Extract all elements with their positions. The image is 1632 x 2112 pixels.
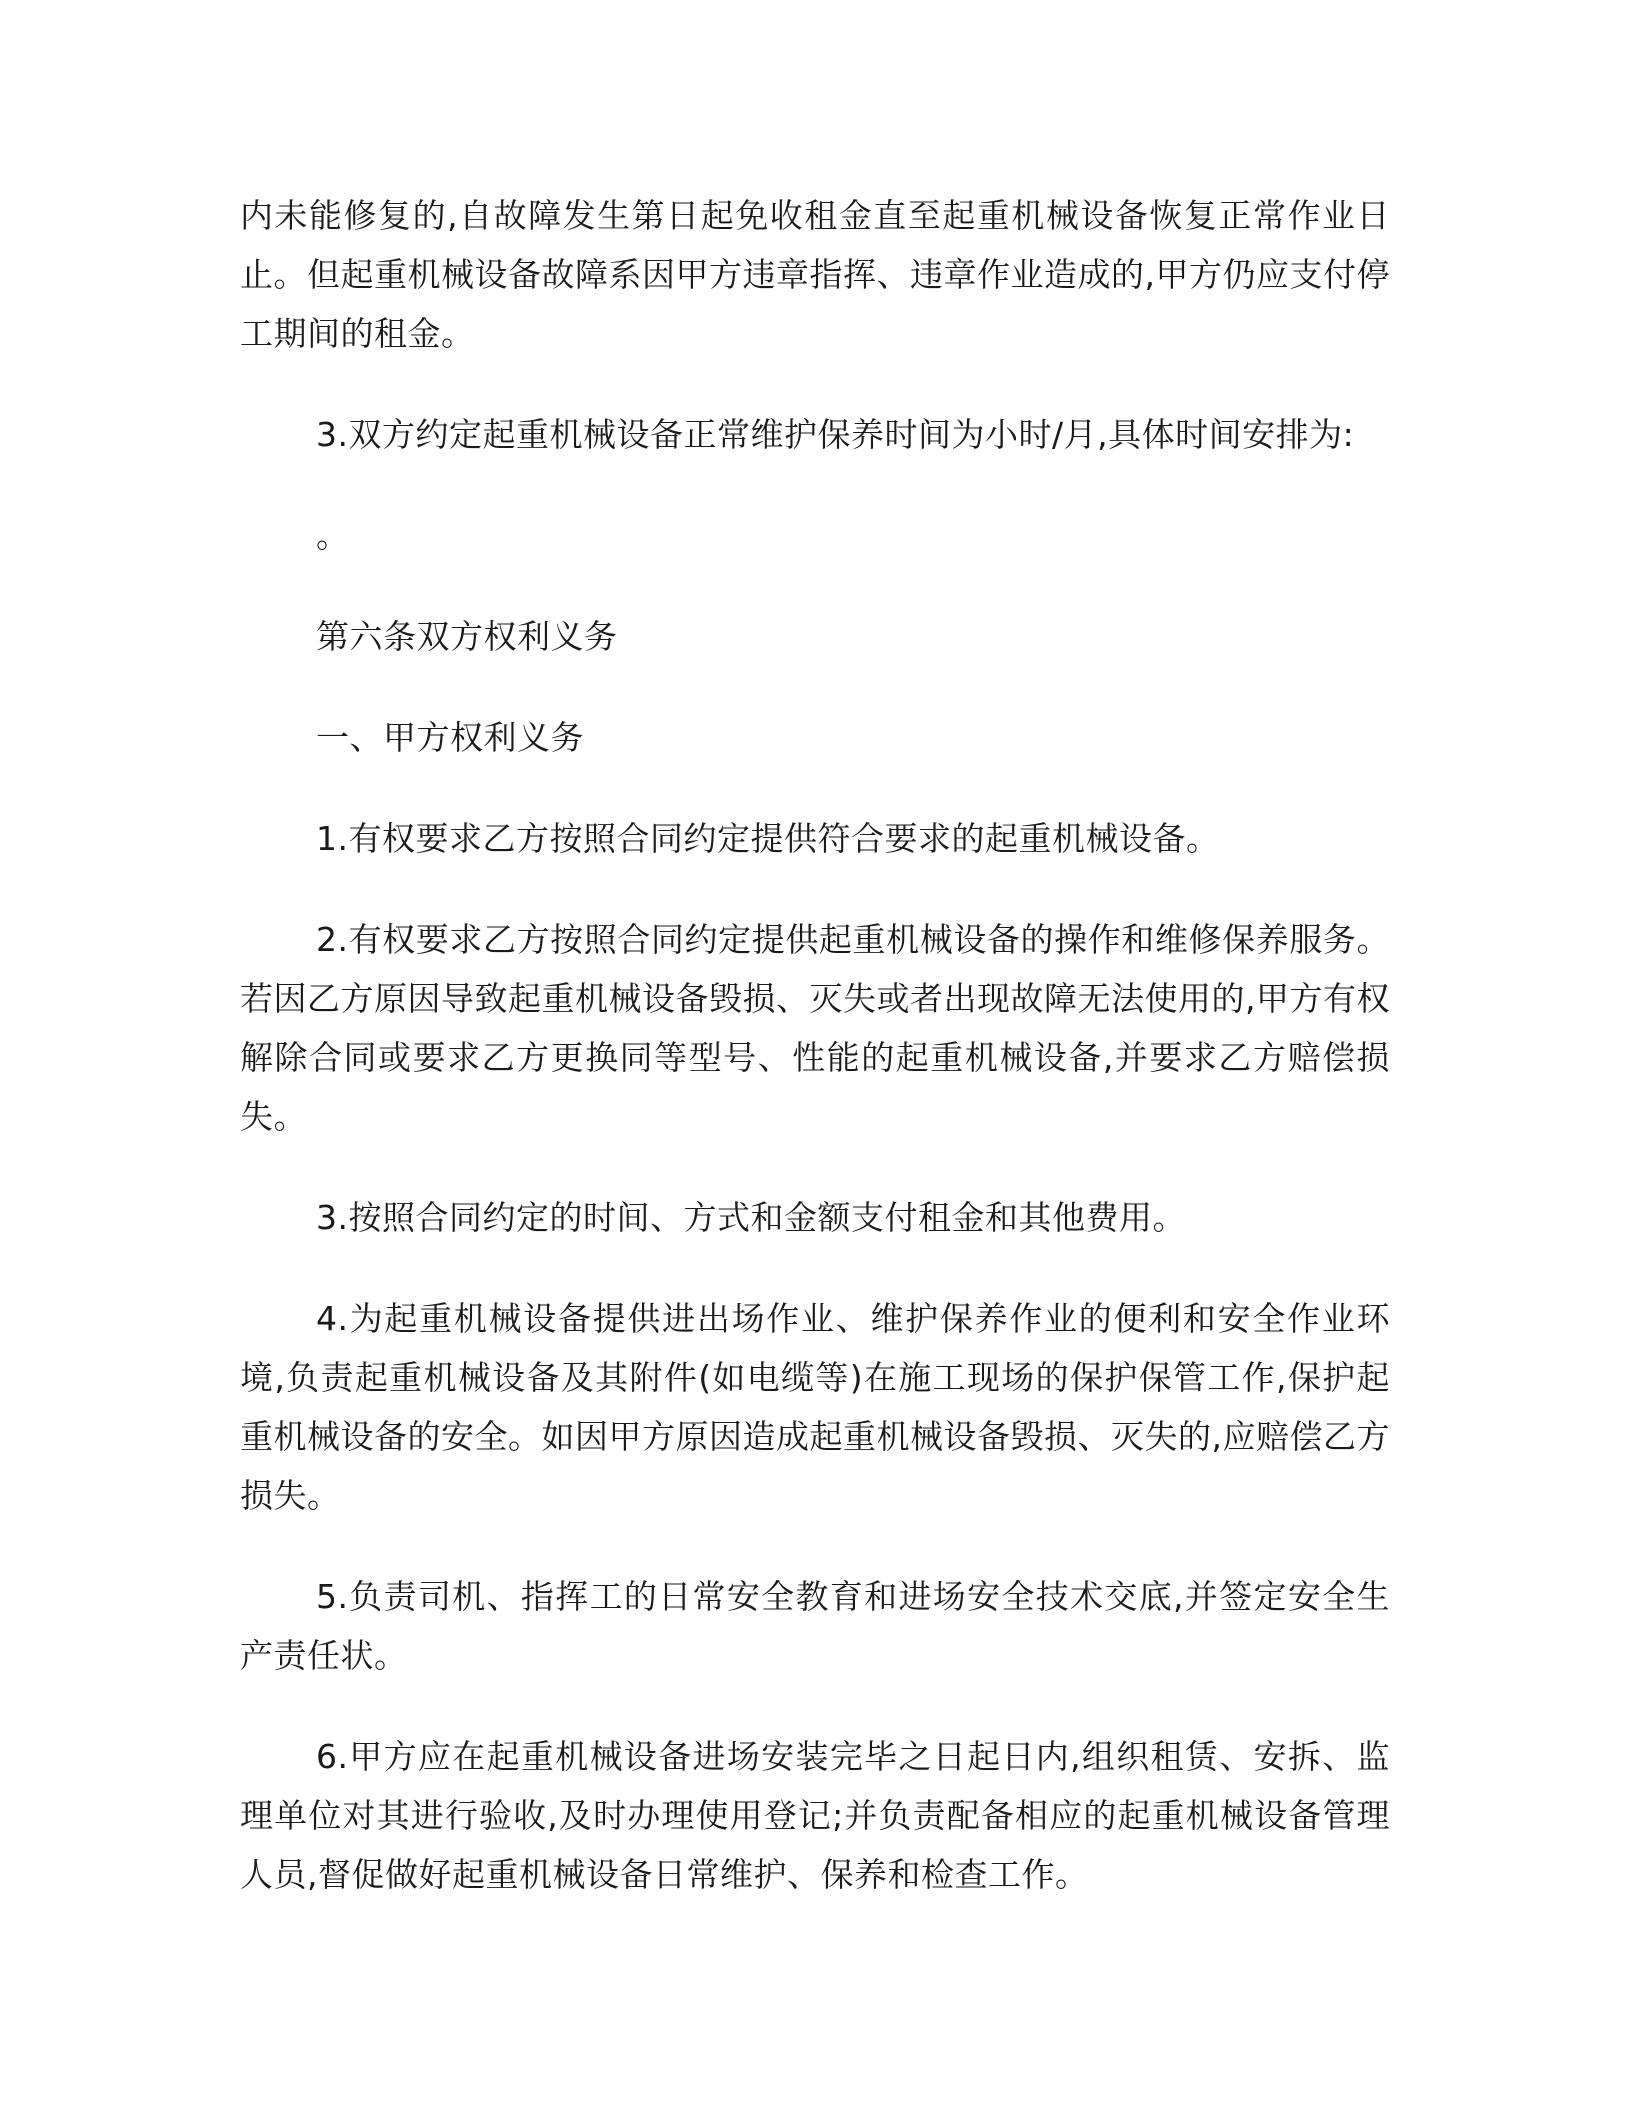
list-item-5: 5.负责司机、指挥工的日常安全教育和进场安全技术交底,并签定安全生产责任状。 <box>240 1577 1390 1675</box>
list-item-4: 4.为起重机械设备提供进出场作业、维护保养作业的便利和安全作业环境,负责起重机械设备及其附件(如电缆等)在施工现场的保护保管工作,保护起重机械设备的安全。如因甲方原因造成起重机械设备毁损、灭失的,应赔偿乙方损失。 <box>240 1299 1390 1515</box>
section-heading-party-a: 一、甲方权利义务 <box>316 718 584 757</box>
document-body <box>240 186 1390 1946</box>
paragraph-schedule-blank: 。 <box>316 516 350 555</box>
list-item-6: 6.甲方应在起重机械设备进场安装完毕之日起日内,组织租赁、安拆、监理单位对其进行验收,及时办理使用登记;并负责配备相应的起重机械设备管理人员,督促做好起重机械设备日常维护、保养和检查工作。 <box>240 1737 1390 1894</box>
list-item-1: 1.有权要求乙方按照合同约定提供符合要求的起重机械设备。 <box>316 819 1220 858</box>
list-item-2: 2.有权要求乙方按照合同约定提供起重机械设备的操作和维修保养服务。若因乙方原因导致起重机械设备毁损、灭失或者出现故障无法使用的,甲方有权解除合同或要求乙方更换同等型号、性能的起重机械设备,并要求乙方赔偿损失。 <box>240 920 1390 1136</box>
article-heading: 第六条双方权利义务 <box>316 617 618 656</box>
paragraph-maintenance-time: 3.双方约定起重机械设备正常维护保养时间为小时/月,具体时间安排为: <box>316 415 1355 454</box>
paragraph-continuation: 内未能修复的,自故障发生第日起免收租金直至起重机械设备恢复正常作业日止。但起重机械设备故障系因甲方违章指挥、违章作业造成的,甲方仍应支付停工期间的租金。 <box>240 196 1390 353</box>
list-item-3: 3.按照合同约定的时间、方式和金额支付租金和其他费用。 <box>316 1198 1186 1237</box>
